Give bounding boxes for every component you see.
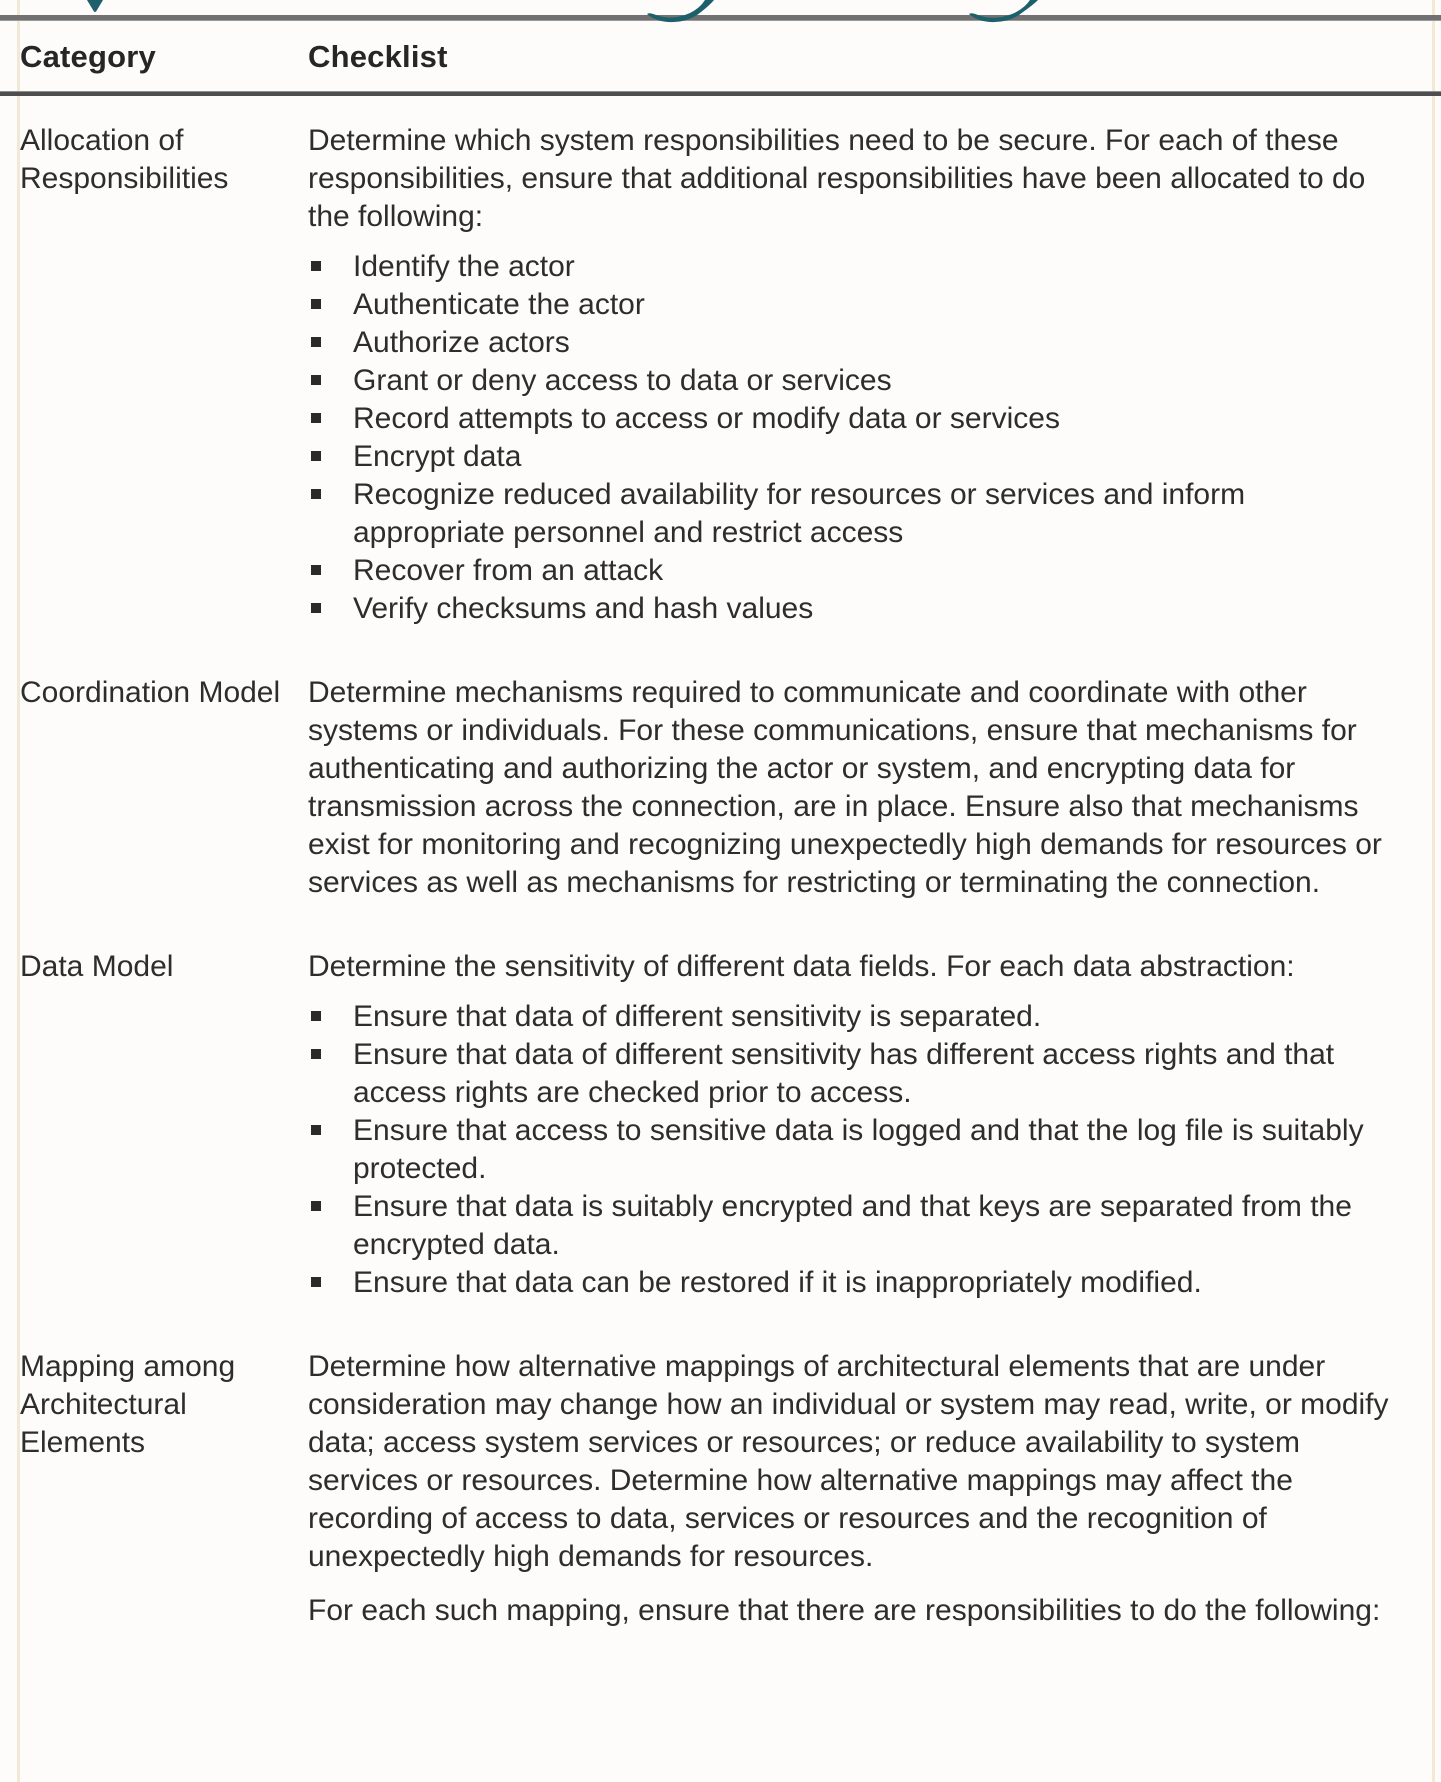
checklist-bullet-list [308,998,1399,1302]
checklist-paragraph: Determine how alternative mappings of architectural elements that are under consideration may change how an individual or system may read, write, or modify data; access system services or resources; or reduce availability to system services or resources. Determine how alternative mappings may affect the recording of access to data, services or resources and the recognition of unexpectedly high demands for resources. [308,1350,1389,1573]
bullet-text: Ensure that data can be restored if it is inappropriately modified. [353,1266,1202,1299]
checklist-bullet-list [308,248,1399,628]
checklist-cell [308,948,1413,1302]
table-row-data-model [0,948,1441,1302]
bullet-text: Authorize actors [353,326,570,359]
checklist-bullet-item [308,248,1399,286]
checklist-bullet-item [308,1264,1399,1302]
bullet-text: Ensure that data of different sensitivity is separated. [353,1000,1042,1033]
table-row-coordination-model [0,674,1441,902]
bullet-square-icon [311,337,321,347]
bullet-text: Ensure that data of different sensitivity has different access rights and that access rights are checked prior to access. [353,1038,1335,1109]
checklist-bullet-item [308,1036,1399,1112]
bullet-square-icon [311,1201,321,1211]
bullet-square-icon [311,1011,321,1021]
checklist-paragraph: Determine which system responsibilities need to be secure. For each of these responsibilities, ensure that additional responsibilities have been allocated to do the following: [308,124,1366,233]
checklist-bullet-item [308,476,1399,552]
bullet-square-icon [311,603,321,613]
bullet-square-icon [311,1125,321,1135]
bullet-text: Identify the actor [353,250,575,283]
bullet-square-icon [311,1049,321,1059]
bullet-text: Record attempts to access or modify data or services [353,402,1060,435]
category-cell: Mapping among Architectural Elements [20,1350,236,1459]
column-header-category: Category [20,39,156,74]
checklist-bullet-item [308,1112,1399,1188]
column-header-checklist: Checklist [308,39,448,74]
category-cell: Data Model [20,950,174,983]
table-header-row [0,21,1441,91]
bullet-text: Recognize reduced availability for resources or services and inform appropriate personnel and restrict access [353,478,1246,549]
bullet-text: Authenticate the actor [353,288,645,321]
checklist-bullet-item [308,998,1399,1036]
bullet-square-icon [311,565,321,575]
bullet-text: Verify checksums and hash values [353,592,814,625]
checklist-cell [308,1348,1413,1630]
category-cell: Coordination Model [20,676,281,709]
checklist-bullet-item [308,438,1399,476]
bullet-text: Encrypt data [353,440,522,473]
checklist-bullet-item [308,286,1399,324]
bullet-square-icon [311,299,321,309]
table-row-mapping-among-architectural-elements [0,1348,1441,1630]
bullet-square-icon [311,261,321,271]
bullet-square-icon [311,489,321,499]
category-cell: Allocation of Responsibilities [20,124,229,195]
bullet-text: Grant or deny access to data or services [353,364,892,397]
letter-tip-icon [87,0,103,12]
checklist-cell [308,122,1413,628]
checklist-bullet-item [308,400,1399,438]
checklist-paragraph: Determine the sensitivity of different data fields. For each data abstraction: [308,950,1295,983]
bullet-square-icon [311,451,321,461]
bullet-square-icon [311,375,321,385]
checklist-paragraph: Determine mechanisms required to communicate and coordinate with other systems or individuals. For these communications, ensure that mechanisms for authenticating and authorizing the actor or system, and encrypting data for transmission across the connection, are in place. Ensure also that mechanisms exist for monitoring and recognizing unexpectedly high demands for resources or services as well as mechanisms for restricting or terminating the connection. [308,676,1382,899]
checklist-bullet-item [308,1188,1399,1264]
bullet-text: Ensure that access to sensitive data is logged and that the log file is suitably protected. [353,1114,1364,1185]
table-header-rule [0,91,1441,96]
checklist-cell [308,674,1413,902]
checklist-bullet-item [308,590,1399,628]
checklist-bullet-item [308,362,1399,400]
bullet-square-icon [311,413,321,423]
checklist-bullet-item [308,552,1399,590]
bullet-text: Recover from an attack [353,554,664,587]
bullet-text: Ensure that data is suitably encrypted and that keys are separated from the encrypted data. [353,1190,1352,1261]
checklist-bullet-item [308,324,1399,362]
bullet-square-icon [311,1277,321,1287]
table-row-allocation-of-responsibilities [0,122,1441,628]
checklist-paragraph: For each such mapping, ensure that there are responsibilities to do the following: [308,1594,1381,1627]
